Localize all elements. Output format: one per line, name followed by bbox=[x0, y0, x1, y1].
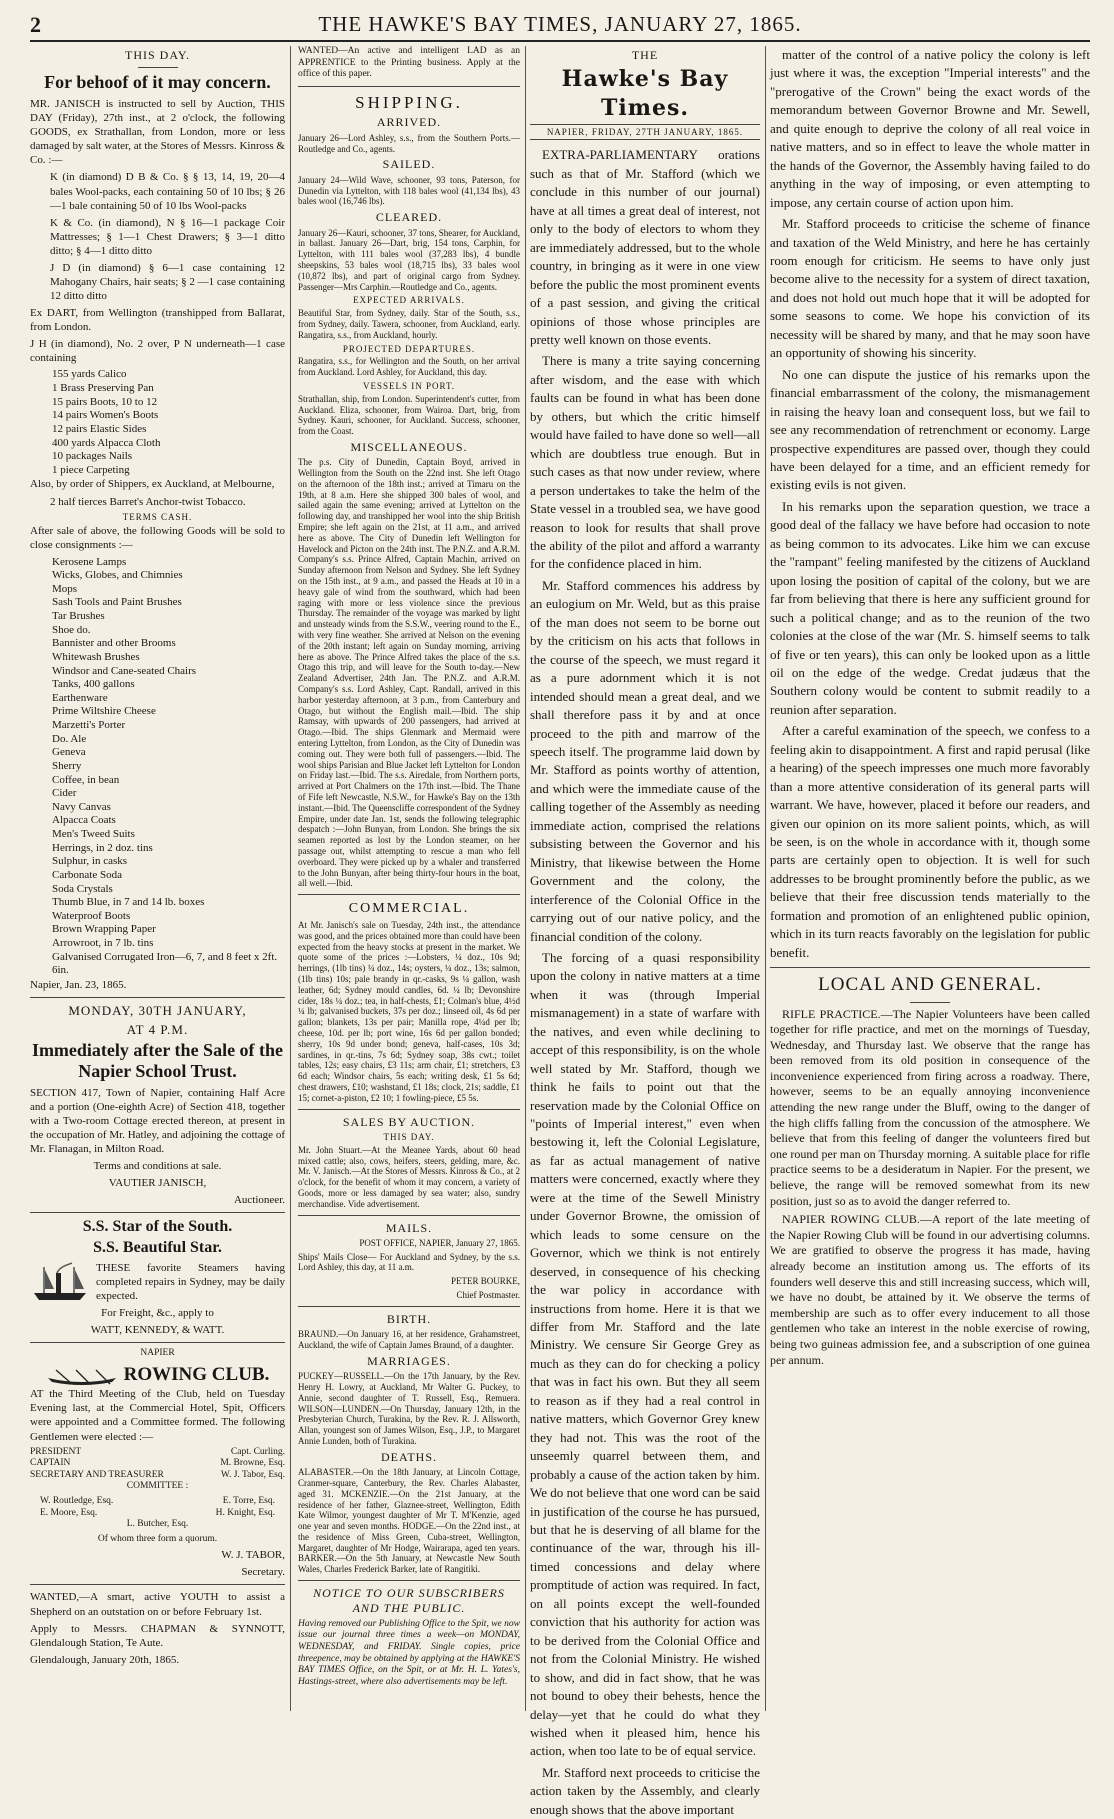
column-shipping bbox=[298, 46, 520, 1711]
list-item: Soda Crystals bbox=[52, 882, 113, 895]
list-item: Windsor and Cane-seated Chairs bbox=[52, 664, 197, 677]
officers-list bbox=[30, 1447, 285, 1482]
list-item: 1 Brass Preserving Pan bbox=[52, 382, 154, 395]
committee-member: H. Knight, Esq. bbox=[215, 1507, 275, 1518]
list-item: Geneva bbox=[52, 746, 86, 759]
cleared-heading: CLEARED. bbox=[375, 210, 443, 225]
divider bbox=[530, 124, 760, 125]
rowing-club-heading: ROWING CLUB. bbox=[123, 1364, 270, 1386]
officer-row bbox=[30, 1447, 285, 1459]
postmaster-label: Chief Postmaster. bbox=[456, 1290, 520, 1301]
list-item: Navy Canvas bbox=[52, 800, 111, 813]
sailed-heading: SAILED. bbox=[382, 157, 436, 172]
immediately-heading: Immediately after the Sale of the Napier School Trust. bbox=[31, 1040, 284, 1081]
behoof-heading: For behoof of it may concern. bbox=[44, 72, 271, 93]
list-item: Do. Ale bbox=[52, 732, 87, 745]
list-item: Kerosene Lamps bbox=[52, 555, 127, 568]
freight-text: For Freight, &c., apply to bbox=[101, 1307, 214, 1320]
steamship-icon bbox=[30, 1261, 90, 1303]
list-item: Herrings, in 2 doz. tins bbox=[52, 841, 153, 854]
goods-list bbox=[30, 556, 285, 978]
list-item: Wicks, Globes, and Chimnies bbox=[52, 569, 183, 582]
dateline: NAPIER, FRIDAY, 27TH JANUARY, 1865. bbox=[546, 126, 744, 137]
page-number: 2 bbox=[30, 12, 41, 37]
this-day-heading: THIS DAY. bbox=[124, 48, 190, 62]
steamers-text: THESE favorite Steamers having completed repairs in Sydney, may be daily expected. bbox=[96, 1262, 285, 1303]
divider bbox=[138, 67, 178, 68]
rowing-boat-icon bbox=[46, 1364, 118, 1386]
vessels-heading: VESSELS IN PORT. bbox=[362, 380, 456, 391]
list-item: Men's Tweed Suits bbox=[52, 828, 135, 841]
projected-heading: PROJECTED DEPARTURES. bbox=[342, 343, 476, 354]
editorial-paragraph: EXTRA-PARLIAMENTARY orations such as that of Mr. Stafford (which we conclude in this number of our journal) have at all times a great deal of interest, not only to the body of electors to whom they are immediately addressed, but to the whole country, in bringing as it were in one view before the public the most prominent events of a past session, and giving the critical opinions of those whose principles are pretty well known on those events. bbox=[530, 147, 760, 347]
masthead bbox=[30, 8, 1090, 42]
list-item: Thumb Blue, in 7 and 14 lb. boxes bbox=[52, 896, 205, 909]
list-item: Prime Wiltshire Cheese bbox=[52, 705, 156, 718]
editorial-paragraph: There is many a trite saying concerning after wisdom, and the ease with which faults can be found in what has been done by others, but which the critic himself would have failed to have done so well—all which are doubtless true enough. But in such cases as that now under review, where a person undertakes to take the helm of the State vessel in a troubled sea, we have good reason to look for results that shall prove the ability of the pilot and afford a warranty for the confidence placed in him. bbox=[530, 353, 760, 572]
editorial-paragraph: Mr. Stafford commences his address by an eulogium on Mr. Weld, but as this praise of the man does not seem to be borne out by the criticism on his acts that follows in the course of the speech, we must regard it as a pure adornment which it is not intended should mean a great deal, and we shall therefore pass it by and at once proceed to the pith and marrow of the speech itself. The programme laid down by Mr. Stafford as points worthy of attention, and which were the immediate cause of the calling together of the Assembly as needing immediate action, comprised the relations subsisting between the Governor and his Ministry, that likewise between the Home Government and the colony, the interference of the Colonial Office in the carrying out of our native policy, and the financial condition of the colony. bbox=[530, 577, 760, 944]
list-item: Carbonate Soda bbox=[52, 868, 122, 881]
divider bbox=[30, 1584, 285, 1585]
auctioneer-label: Auctioneer. bbox=[233, 1194, 285, 1207]
list-item: Galvanised Corrugated Iron—6, 7, and 8 feet x 2ft. 6in. bbox=[52, 950, 278, 977]
list-item: 10 packages Nails bbox=[52, 450, 133, 463]
commercial-text: At Mr. Janisch's sale on Tuesday, 24th inst., the attendance was good, and the prices obtained more than could have been expected from the heavy stocks at present in the market. We quote some of the prices :—Lobsters, ¼ doz., 10s 9d; herrings, (1lb tins) ¼ doz., 14s; oysters, ¼ doz., 13s; salmon, (1lb tins) 10s; pale brandy in qr.-casks, 9s ¼ gallon, wash leather, 6d; Sydney mould candles, 6d. ¼ lb; Devonshire cider, 18s ¼ doz.; tea, in half-chests, £1; Colman's blue, 4½d ¼ lb; galvanised buckets, 37s per doz.; linseed oil, 4s 6d per gallon; blankets, 13s per pair; Manilla rope, 4¼d per lb; cheese, 10d. per lb; port wine, 16s 6d per gallon bonded; sherry, 10s 9d under bond; geneva, half-cases, 10s 3d; sardines, in qr.-tins, 7s 6d; Sydney soap, 38s cwt.; toilet tables, 12s; easy chairs, £3 11s; arm chair, £1; stretchers, £3 6d each; Windsor chairs, 5s each; writing desk, £1 5s 6d; chest drawers, £10; washstand, £1 18s; clock, 21s; saddle, £1 15; cornet-a-piston, £2 10; 1 fowling-piece, £5 5s. bbox=[298, 920, 520, 1103]
napier-date: Napier, Jan. 23, 1865. bbox=[30, 978, 127, 991]
divider bbox=[770, 967, 1090, 968]
list-item: 14 pairs Women's Boots bbox=[52, 409, 159, 422]
divider bbox=[30, 997, 285, 998]
quorum-text: Of whom three form a quorum. bbox=[97, 1533, 218, 1544]
jh-items-list bbox=[30, 368, 285, 477]
list-item: 15 pairs Boots, 10 to 12 bbox=[52, 395, 158, 408]
wanted-youth: WANTED,—A smart, active YOUTH to assist a Shepherd on an outstation on or before February 1st. bbox=[30, 1591, 285, 1618]
divider bbox=[530, 139, 760, 140]
divider bbox=[30, 1212, 285, 1213]
cleared-text: January 26—Kauri, schooner, 37 tons, Shearer, for Auckland, in ballast. January 26—Dart, brig, 154 tons, Carphin, for Lyttelton, with 111 bales wool (37,283 lbs), 4 bundle sheepskins, 53 bales wool (18,715 lbs), 33 bales wool (10,872 lbs), and part of original cargo from Sydney. Passenger—Mrs Carphin.—Routledge and Co., agents. bbox=[298, 227, 520, 292]
notice-text: Having removed our Publishing Office to the Spit, we now issue our journal three times a week—on MONDAY, WEDNESDAY, and FRIDAY. Single copies, price threepence, may be obtained by applying at the HAWKE'S BAY TIMES Office, on the Spit, or at Mr. H. L. Yates's, Hastings-street, where also advertisements may be left. bbox=[298, 1618, 520, 1687]
expected-text: Beautiful Star, from Sydney, daily. Star of the South, s.s., from Sydney, daily. Tawera, schooner, from Auckland, early. Rangatira, s.s., from Auckland, hourly. bbox=[298, 308, 520, 340]
list-item: Tar Brushes bbox=[52, 610, 105, 623]
list-item: Brown Wrapping Paper bbox=[52, 923, 156, 936]
mails-text: Ships' Mails Close— For Auckland and Sydney, by the s.s. Lord Ashley, this day, at 11 a.m. bbox=[298, 1251, 520, 1273]
list-item: Whitewash Brushes bbox=[52, 650, 140, 663]
page-title: THE HAWKE'S BAY TIMES, JANUARY 27, 1865. bbox=[318, 12, 802, 36]
goods-mark: K (in diamond) D B & Co. § § 13, 14, 19, 20—4 bales Wool-packs, each containing 50 of 10 lbs; § 26—1 bale containing 50 of 10 lbs Wool-packs bbox=[50, 171, 285, 212]
jh-mark: J H (in diamond), No. 2 over, P N underneath—1 case containing bbox=[30, 338, 285, 365]
divider bbox=[298, 86, 520, 87]
column-rule bbox=[290, 46, 291, 1711]
editorial-paragraph: Mr. Stafford proceeds to criticise the scheme of finance and taxation of the Weld Ministry, and here he has certainly room enough for criticism. He seems to have only just become alive to the necessity for a system of direct taxation, and does not hold out much hope that it will be adopted for some seasons to come. We hope his conviction of its necessity will be shared by many, and that he may soon have an opportunity of showing his sincerity. bbox=[770, 216, 1090, 361]
committee-list bbox=[30, 1496, 285, 1519]
list-item: Arrowroot, in 7 lb. tins bbox=[52, 937, 154, 950]
divider bbox=[298, 1109, 520, 1110]
terms-cash: TERMS CASH. bbox=[122, 511, 193, 522]
sailed-text: January 24—Wild Wave, schooner, 93 tons, Paterson, for Dunedin via Lyttelton, with 118 bales wool (41,134 lbs), 43 bales wool (16,746 lbs). bbox=[298, 174, 520, 207]
officer-role: CAPTAIN bbox=[30, 1458, 71, 1469]
list-item: 1 piece Carpeting bbox=[52, 463, 130, 476]
divider bbox=[910, 1002, 950, 1003]
notice-heading: NOTICE TO OUR SUBSCRIBERS AND THE PUBLIC. bbox=[313, 1586, 505, 1616]
divider bbox=[30, 1342, 285, 1343]
list-item: Alpacca Coats bbox=[52, 814, 116, 827]
officer-name: W. J. Tabor, Esq. bbox=[220, 1469, 285, 1480]
officer-name: Capt. Curling. bbox=[230, 1446, 285, 1457]
officer-role: SECRETARY AND TREASURER bbox=[30, 1469, 164, 1480]
deaths-text: ALABASTER.—On the 18th January, at Lincoln Cottage, Cranmer-square, Canterbury, the Rev. Charles Alabaster, aged 31. MCKENZIE.—On the 21st January, at the residence of her father, Glaznee-street, Wellington, Edith Kate Wilmor, youngest daughter of Mr T. M'Kenzie, aged one year and seven months. HODGE.—On the 22nd inst., at the residence of Miss Green, Cuba-street, Wellington, Margaret, daughter of Mr Hodge, Wairarapa, aged ten years. BARKER.—On the 5th January, at Newcastle New South Wales, Charles Frederick Barker, late of Rangitiki. bbox=[298, 1467, 520, 1575]
paper-name: Hawke's Bay Times. bbox=[561, 66, 729, 121]
officer-name: M. Browne, Esq. bbox=[220, 1458, 285, 1469]
napier-label: NAPIER bbox=[140, 1348, 175, 1359]
steamer-heading-1: S.S. Star of the South. bbox=[82, 1218, 233, 1236]
local-paragraph: NAPIER ROWING CLUB.—A report of the late meeting of the Napier Rowing Club will be found in our advertising columns. We are gratified to observe the progress it has made, having already become an institution among us. The efforts of its founders well deserve this and still increasing success, which will, we have no doubt, be attained by it. We observe the terms of membership are such as to offer every inducement to all those gentlemen who take an interest in the noble exercise of rowing, being two guineas admission fee, and a subscription of one guinea per annum. bbox=[770, 1212, 1090, 1367]
bourke-name: PETER BOURKE, bbox=[450, 1276, 520, 1287]
officer-row bbox=[30, 1458, 285, 1470]
editorial-paragraph: No one can dispute the justice of his remarks upon the financial embarrassment of the colony, the mismanagement in raising the heavy loan and consequent loss, but we fail to see any recommendation of retrenchment or economy. Large prospective expenditures are passed over, though they could have been delayed for a time, and an efficient remedy for existing evils is not given. bbox=[770, 366, 1090, 493]
goods-mark: K & Co. (in diamond), N § 16—1 package Coir Mattresses; § 1—1 Chest Drawers; § 3—1 ditto ditto; § 4—1 ditto ditto bbox=[50, 216, 285, 257]
list-item: 155 yards Calico bbox=[52, 368, 127, 381]
time-heading: AT 4 P.M. bbox=[126, 1021, 189, 1037]
vessels-text: Strathallan, ship, from London. Superintendent's cutter, from Auckland. Eliza, schooner, from Wairoa. Dart, brig, from Sydney. Kauri, schooner, for Auckland. Success, schooner, from the Coast. bbox=[298, 393, 520, 437]
divider bbox=[298, 1580, 520, 1581]
list-item: Waterproof Boots bbox=[52, 909, 131, 922]
marriages-heading: MARRIAGES. bbox=[367, 1353, 451, 1368]
list-item: Coffee, in bean bbox=[52, 773, 120, 786]
list-item: Cider bbox=[52, 787, 77, 800]
committee-label: COMMITTEE : bbox=[126, 1481, 189, 1492]
sales-heading: SALES BY AUCTION. bbox=[342, 1114, 476, 1129]
tobacco-text: 2 half tierces Barret's Anchor-twist Tobacco. bbox=[50, 495, 246, 508]
editorial-paragraph: Mr. Stafford next proceeds to criticise the action taken by the Assembly, and clearly enough shows that the above important bbox=[530, 1764, 760, 1817]
list-item: Sash Tools and Paint Brushes bbox=[52, 596, 182, 609]
tabor-name: W. J. TABOR, bbox=[221, 1549, 285, 1562]
miscellaneous-text: The p.s. City of Dunedin, Captain Boyd, arrived in Wellington from the South on the 22nd inst. She left Otago on the afternoon of the 18th inst.; arrived at Timaru on the 19th, at 8 a.m. Here she shipped 300 bales of wool, and sailed again the same evening; arrived at Lyttelton on the following day, and transhipped her wool into the ship British Empire; she left again on the 21st, at 11 a.m., and arrived here as above. The City of Dunedin left Wellington for Havelock and Picton on the 24th inst. The P.N.Z. and A.R.M. Company's s.s. Prince Alfred, Captain Machin, arrived on Sunday afternoon from Nelson and Sydney. She left Sydney on the 15th inst., at 9 a.m., and passed the Heads at 10 in a heavy gale of wind from the southward, which had been raging with more or less violence since the previous Thursday. The remainder of the voyage was marked by light and unsteady winds from the S.S.W., veering round to the E., with very fine weather. She arrived at Nelson on the evening of the 20th instant; left again on Sunday morning, arriving here as above. The Prince Alfred takes the place of the s.s. Otago this trip, and will leave for the South to-day.—New Zealand Advertiser, 24th Jan. The P.N.Z. and A.R.M. Company's s.s. Lord Ashley, Capt. Randall, arrived in this harbor yesterday afternoon, at 3 p.m., from Canterbury and Otago, but without the English mail.—Ibid. The ship Ramsay, with upwards of 200 passengers, had arrived at Otago.—Ibid. The ships Glenmark and Mermaid were entering Lyttelton, from London, as the City of Dunedin was coming out. They were both full of passengers.—Ibid. The wool ships Parisian and Blue Jacket left Lyttelton for London on Friday last.—Ibid. The s.s. Airedale, from Northern ports, arrived at Port Chalmers on the 17th inst.—Ibid. The Thane of Fife left Newcastle, N.S.W., for Hawke's Bay on the 13th instant.—Ibid. The Queenscliffe correspondent of the Sydney Empire, under date Jan. 1st, sends the following telegraphic despatch :—John Bunyan, from London. She brings the six seamen reported as lost by the London steamer, on her passage out, whilst attempting to rescue a man who fell overboard. They were picked up by a whaler and transferred to the John Bunyan, after being thirty-four hours in the boat, all well.—Ibid. bbox=[298, 457, 520, 889]
list-item: Tanks, 400 gallons bbox=[52, 678, 135, 691]
editorial-paragraph: matter of the control of a native policy the colony is left just where it was, the exception "Imperial interests" and the "prerogative of the Crown" being the exact words of the memorandum between Governor Browne and Mr. Sewell, and quite enough to deprive the colony of all real voice in native matters, and so in effect to leave the whole matter in the hands of the Governor, the Assembly having failed to do anything in the way of imposing, or even attempting to impose, any certain course of action upon him. bbox=[770, 47, 1090, 210]
wanted-lad: WANTED—An active and intelligent LAD as an APPRENTICE to the Printing business. Apply at the office of this paper. bbox=[298, 46, 520, 80]
editorial-paragraph: The forcing of a quasi responsibility upon the colony in native matters at a time when it was (through Imperial mismanagement) in a state of warfare with the natives, and even while declining to accept of this responsibility, is on the whole well stated by Mr. Stafford, though we think he fails to point out that the reservation made by the Colonial Office on "points of Imperial interest," even when bestowing it, left the Colonial Legislature, as far as actual management of native matters were concerned, exactly where they were at the time of the Sewell Ministry under Governor Browne, the omission of which leads to some censure on the Governor, which we think is not entirely deserved, in consequence of his checking the war policy in accordance with instructions from home. Here it is that we differ from Mr. Stafford and the late Ministry. We censure Sir George Grey as much as they can do for checking a policy that was in fact his own. But they all seem to reason as if they had a real control in native matters, which Governor Grey knew they had not. This was the root of the unseemly quarrel between them, and probably a cause of the action taken by him. We do not believe that one word can be said in justification of the course he has pursued, but that he is deserving of all blame for the continuance of the war, through his ill-timed concessions and delay where promptitude of action was required. In fact, on all points except the well-founded conviction that his authority for action was to be derived from the Colonial Office and not from the Colonial Ministry. He wished to show, and did in fact show, that he was not bound to obey their behests, hence the delay—yet that he could do what they wished when it pleased him, hence his action, when too late to be of equal service. bbox=[530, 949, 760, 1759]
list-item: Earthenware bbox=[52, 691, 108, 704]
rowing-text: AT the Third Meeting of the Club, held on Tuesday Evening last, at the Commercial Hotel, Spit, Officers were appointed and a Committee formed. The following Gentlemen were elected :— bbox=[30, 1388, 285, 1443]
ex-dart: Ex DART, from Wellington (transhipped from Ballarat, from London. bbox=[30, 307, 285, 334]
officer-role: PRESIDENT bbox=[30, 1446, 82, 1457]
arrived-heading: ARRIVED. bbox=[376, 115, 442, 130]
janisch-intro: MR. JANISCH is instructed to sell by Auction, THIS DAY (Friday), 27th inst., at 2 o'clock, the following GOODS, ex Strathallan, from London, more or less damaged by salt water, at the Stores of Messrs. Kinross & Co. :— bbox=[30, 98, 285, 167]
list-item: Shoe do. bbox=[52, 623, 91, 636]
section-text: SECTION 417, Town of Napier, containing Half Acre and a portion (One-eighth Acre) of Section 418, together with a Two-room Cottage erected thereon, at present in the occupation of Mr. Hatley, and adjoining the cottage of Mr. Flanagan, in Milton Road. bbox=[30, 1086, 285, 1155]
birth-text: BRAUND.—On January 16, at her residence, Grahamstreet, Auckland, the wife of Captain James Braund, of a daughter. bbox=[298, 1329, 520, 1351]
column-advertisements bbox=[30, 46, 285, 1711]
committee-member: W. Routledge, Esq. bbox=[40, 1495, 114, 1506]
apply-chapman: Apply to Messrs. CHAPMAN & SYNNOTT, Glendalough Station, Te Aute. bbox=[30, 1622, 285, 1649]
list-item: Sherry bbox=[52, 759, 82, 772]
commercial-heading: COMMERCIAL. bbox=[348, 901, 470, 917]
column-rule bbox=[765, 46, 766, 1711]
monday-heading: MONDAY, 30TH JANUARY, bbox=[68, 1003, 247, 1019]
list-item: Sulphur, in casks bbox=[52, 855, 128, 868]
divider bbox=[298, 1306, 520, 1307]
secretary-label: Secretary. bbox=[241, 1566, 285, 1579]
list-item: Marzetti's Porter bbox=[52, 719, 126, 732]
column-editorial bbox=[530, 46, 760, 1817]
terms-sale: Terms and conditions at sale. bbox=[93, 1160, 222, 1173]
shipping-heading: SHIPPING. bbox=[355, 92, 463, 112]
divider bbox=[298, 894, 520, 895]
glendalough-date: Glendalough, January 20th, 1865. bbox=[30, 1653, 180, 1666]
arrived-text: January 26—Lord Ashley, s.s., from the Southern Ports.—Routledge and Co., agents. bbox=[298, 132, 520, 154]
list-item: 12 pairs Elastic Sides bbox=[52, 422, 147, 435]
local-general-heading: LOCAL AND GENERAL. bbox=[818, 974, 1042, 996]
column-rule bbox=[525, 46, 526, 1711]
marriages-text: PUCKEY—RUSSELL.—On the 17th January, by the Rev. Henry H. Lowry, at Auckland, Mr Walter G. Puckey, to Annie, second daughter of T. Russell, Esq., Remuera. WILSON—LUNDEN.—On Thursday, January 12th, in the Presbyterian Church, Turakina, by the Rev. R. J. Allsworth, Allan, youngest son of James Wilson, Esq., J.P., to Margaret Annie Lunden, both of Turakina. bbox=[298, 1371, 520, 1446]
committee-row bbox=[30, 1508, 285, 1520]
after-sale: After sale of above, the following Goods will be sold to close consignments :— bbox=[30, 525, 285, 552]
divider bbox=[298, 1215, 520, 1216]
committee-row bbox=[30, 1496, 285, 1508]
steamer-heading-2: S.S. Beautiful Star. bbox=[93, 1238, 222, 1256]
deaths-heading: DEATHS. bbox=[380, 1449, 437, 1464]
editorial-paragraph: After a careful examination of the speech, we confess to a feeling akin to disappointment. A first and rapid perusal (like a hearing) of the speech impresses one much more favorably than a more attentive consideration of its general parts will warrant. We have, however, placed it before our readers, and given our opinion on its more salient points, which, as will be seen, is on the whole in accordance with it, though some parts are certainly open to objection. It is well for such addresses to be brought prominently before the public, as we believe that their free discussion tends materially to the formation and promotion of an enlightened public opinion, which in its turn reacts favorably on the legislation for public benefit. bbox=[770, 723, 1090, 960]
committee-member: E. Moore, Esq. bbox=[40, 1507, 98, 1518]
sales-day: THIS DAY. bbox=[383, 1131, 435, 1142]
projected-text: Rangatira, s.s., for Wellington and the South, on her arrival from Auckland. Lord Ashley, for Auckland, this day. bbox=[298, 356, 520, 378]
mails-heading: MAILS. bbox=[385, 1220, 433, 1235]
editorial-paragraph: In his remarks upon the separation question, we trace a good deal of the fallacy we have before had occasion to note as being common to its advocates. Like him we can excuse the "rampant" feeling manifested by the citizens of Auckland upon losing the position of capital of the colony, but we are far from believing that there is here any sufficient ground for such a political change; and as to the reunion of the two colonies at the close of the war (Mr. S. himself seems to talk of five or ten years), this can only be looked upon as a little oil on the edge of the wedge. Credat judæus that the Southern colony would be content to submit readily to a reunion after separation. bbox=[770, 498, 1090, 717]
birth-heading: BIRTH. bbox=[386, 1311, 432, 1326]
miscellaneous-heading: MISCELLANEOUS. bbox=[350, 439, 468, 454]
sales-text: Mr. John Stuart.—At the Meanee Yards, about 60 head mixed cattle; also, cows, heifers, steers, gelding, mare, &c. Mr. V. Janisch.—At the Stores of Messrs. Kinross & Co., at 2 o'clock, for the benefit of whom it may concern, a variety of Goods, more or less damaged by sea water; also, sundry merchandise. Vide advertisement. bbox=[298, 1144, 520, 1209]
list-item: Mops bbox=[52, 582, 78, 595]
mails-office: POST OFFICE, NAPIER, January 27, 1865. bbox=[359, 1237, 520, 1248]
butcher-name: L. Butcher, Esq. bbox=[126, 1519, 189, 1530]
column-editorial-cont bbox=[770, 46, 1090, 1711]
vautier-name: VAUTIER JANISCH, bbox=[108, 1177, 207, 1190]
list-item: 400 yards Alpacca Cloth bbox=[52, 436, 161, 449]
goods-mark: J D (in diamond) § 6—1 case containing 12 Mahogany Chairs, hair seats; § 2 —1 case containing 12 ditto ditto bbox=[50, 261, 285, 303]
officer-row bbox=[30, 1470, 285, 1482]
committee-member: E. Torre, Esq. bbox=[222, 1495, 275, 1506]
watt-kennedy: WATT, KENNEDY, & WATT. bbox=[90, 1324, 225, 1337]
expected-heading: EXPECTED ARRIVALS. bbox=[353, 295, 465, 306]
the-label: THE bbox=[631, 48, 659, 62]
also-text: Also, by order of Shippers, ex Auckland, at Melbourne, bbox=[30, 478, 275, 491]
list-item: Bannister and other Brooms bbox=[52, 637, 176, 650]
local-paragraph: RIFLE PRACTICE.—The Napier Volunteers have been called together for rifle practice, and met on the mornings of Tuesday, Wednesday, and Thursday last. We observe that the range has been removed from its old position in consequence of the inconvenience experienced from firing across a roadway. There, however, seems to be an equally annoying inconvenience attending the new range under the Bluff, owing to the danger of the high cliffs falling from the concussion of the atmosphere. We believe that from this feeling of danger the volunteers fired but one round per man on Thursday morning. A suitable place for rifle practice seems to be a desideratum in Napier. For the present, we believe, the range will be removed somewhat from its new position, just so as to avoid the danger referred to. bbox=[770, 1006, 1090, 1208]
